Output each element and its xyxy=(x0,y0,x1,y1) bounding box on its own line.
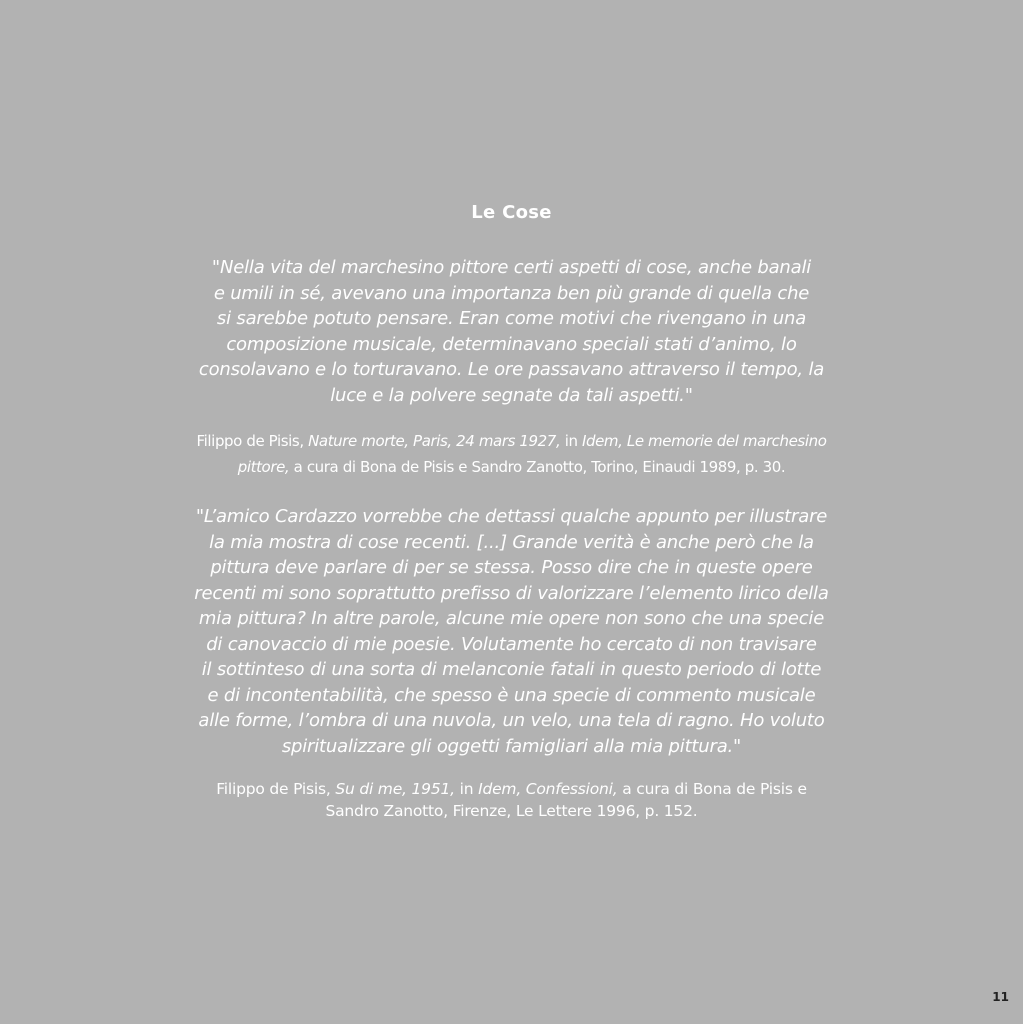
quote-line: e di incontentabilità, che spesso è una specie di commento musicale xyxy=(207,684,816,706)
quote-line: alle forme, l’ombra di una nuvola, un velo, una tela di ragno. Ho voluto xyxy=(198,710,825,731)
citation-author: Filippo de Pisis, xyxy=(216,780,331,798)
citation-work: Nature morte, Paris, 24 mars 1927, xyxy=(308,432,561,450)
quote-line: e umili in sé, avevano una importanza ben più grande di quella che xyxy=(213,282,810,304)
quote-line: "L’amico Cardazzo vorrebbe che dettassi qualche appunto per illustrare xyxy=(195,506,828,527)
citation-in: in xyxy=(564,432,578,450)
quote-line: recenti mi sono soprattutto prefisso di valorizzare l’elemento lirico della xyxy=(194,582,829,604)
quote-line: di canovaccio di mie poesie. Volutamente ho cercato di non travisare xyxy=(206,633,817,655)
quote-line: mia pittura? In altre parole, alcune mie opere non sono che una specie xyxy=(198,608,825,629)
quote-block xyxy=(180,255,843,408)
quote-line: "Nella vita del marchesino pittore certi aspetti di cose, anche banali xyxy=(211,257,812,278)
citation-source: Idem, Le memorie del marchesino xyxy=(581,432,827,450)
citation-work: Su di me, 1951, xyxy=(335,780,455,798)
citation-source-cont: pittore, xyxy=(237,458,290,476)
citation-author: Filippo de Pisis, xyxy=(196,432,304,450)
citation-details: a cura di Bona de Pisis e Sandro Zanotto, Torino, Einaudi 1989, p. 30. xyxy=(293,458,786,476)
quote-line: pittura deve parlare di per se stessa. Posso dire che in queste opere xyxy=(210,557,813,578)
quote-line: spiritualizzare gli oggetti famigliari alla mia pittura." xyxy=(281,735,742,757)
citation-line xyxy=(160,778,863,800)
page-number: 11 xyxy=(992,990,1009,1004)
quote-line: luce e la polvere segnate da tali aspetti." xyxy=(330,384,693,406)
quote-line: si sarebbe potuto pensare. Eran come motivi che rivengano in una xyxy=(216,308,807,329)
section-title: Le Cose xyxy=(471,202,552,223)
citation xyxy=(160,428,863,480)
citation-line xyxy=(160,428,863,454)
citation xyxy=(160,778,863,822)
citation-source: Idem, Confessioni, xyxy=(478,780,618,798)
citation-line xyxy=(160,454,863,480)
citation-line: Sandro Zanotto, Firenze, Le Lettere 1996, p. 152. xyxy=(325,802,698,820)
citation-details: a cura di Bona de Pisis e xyxy=(622,780,807,798)
quote-line: composizione musicale, determinavano speciali stati d’animo, lo xyxy=(226,333,797,355)
quote-line: la mia mostra di cose recenti. [...] Grande verità è anche però che la xyxy=(209,531,814,553)
quote-line: consolavano e lo torturavano. Le ore passavano attraverso il tempo, la xyxy=(198,359,825,380)
quote-block xyxy=(180,504,843,759)
citation-in: in xyxy=(459,780,474,798)
quote-line: il sottinteso di una sorta di melanconie fatali in questo periodo di lotte xyxy=(201,659,822,680)
